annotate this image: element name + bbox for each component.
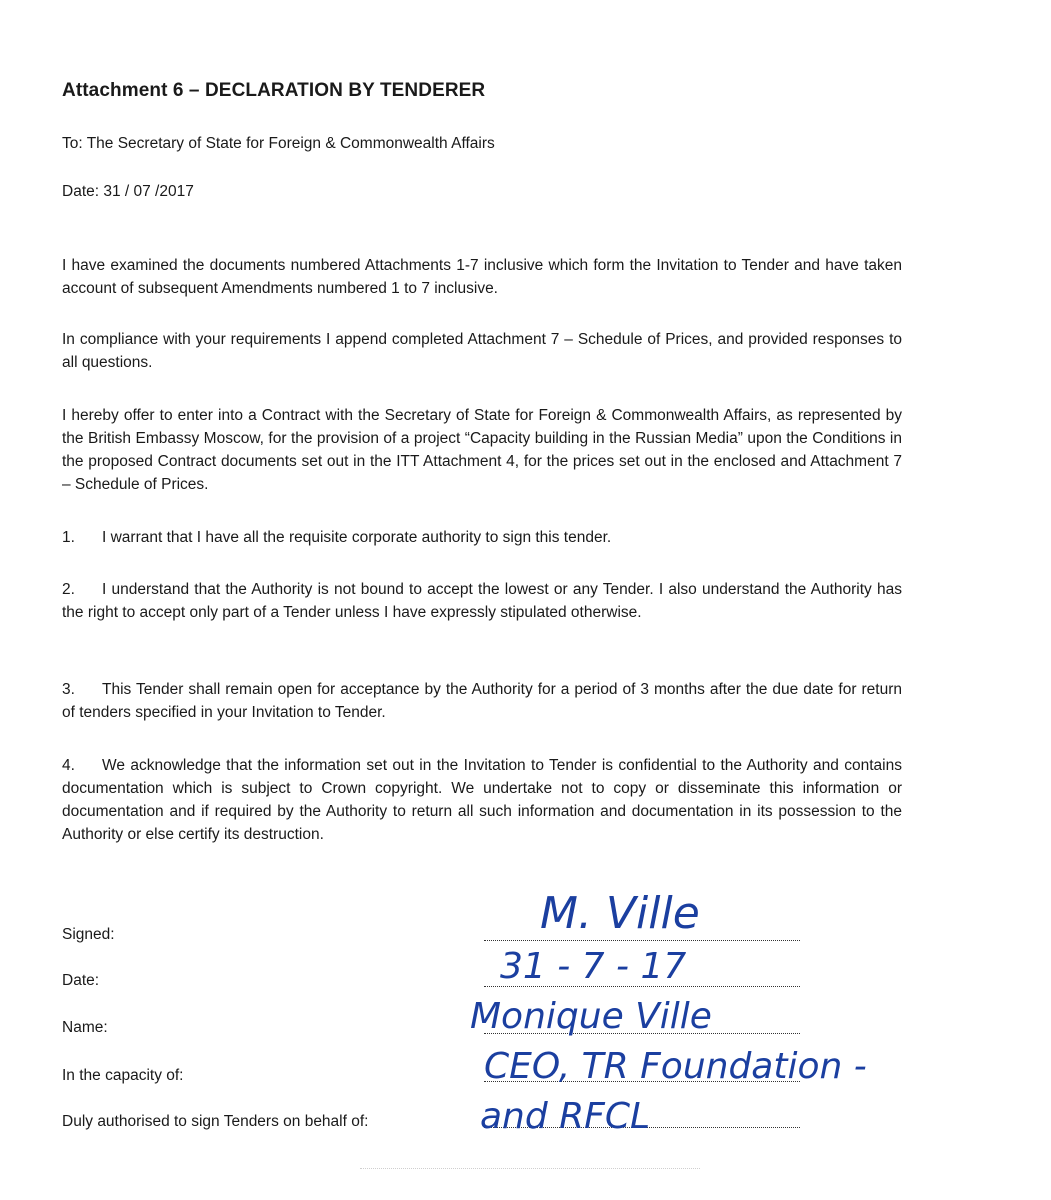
list-item bbox=[62, 678, 902, 724]
list-item bbox=[62, 754, 902, 846]
list-item-text: We acknowledge that the information set out in the Invitation to Tender is confidential to the Authority and contains documentation which is subject to Crown copyright. We undertake not to copy or disseminate this information or documentation and if required by the Authority to return all such information and documentation in its possession to the Authority or else certify its destruction. bbox=[62, 757, 902, 843]
handwritten-on-behalf-of: and RFCL bbox=[480, 1096, 651, 1137]
list-item-text: This Tender shall remain open for acceptance by the Authority for a period of 3 months after the due date for return of tenders specified in your Invitation to Tender. bbox=[62, 681, 902, 721]
list-item-text: I understand that the Authority is not bound to accept the lowest or any Tender. I also understand the Authority has the right to accept only part of a Tender unless I have expressly stipulated otherwise. bbox=[62, 581, 902, 621]
addressee-line: To: The Secretary of State for Foreign & Commonwealth Affairs bbox=[62, 135, 495, 152]
date-label: Date: bbox=[62, 972, 100, 989]
authorised-label: Duly authorised to sign Tenders on behalf of: bbox=[62, 1113, 369, 1130]
capacity-label: In the capacity of: bbox=[62, 1067, 184, 1084]
name-label: Name: bbox=[62, 1019, 108, 1036]
list-item-number: 3. bbox=[62, 681, 75, 698]
date-line: Date: 31 / 07 /2017 bbox=[62, 183, 194, 200]
handwritten-capacity: CEO, TR Foundation - bbox=[484, 1046, 867, 1087]
handwritten-signature: M. Ville bbox=[540, 888, 700, 939]
document-title: Attachment 6 – DECLARATION BY TENDERER bbox=[62, 80, 486, 101]
list-item bbox=[62, 578, 902, 624]
list-item-number: 2. bbox=[62, 581, 75, 598]
paragraph-examined: I have examined the documents numbered Attachments 1-7 inclusive which form the Invitation to Tender and have taken account of subsequent Amendments numbered 1 to 7 inclusive. bbox=[62, 257, 902, 297]
list-item bbox=[62, 526, 902, 549]
list-item-text: I warrant that I have all the requisite corporate authority to sign this tender. bbox=[102, 529, 612, 546]
paragraph-offer: I hereby offer to enter into a Contract with the Secretary of State for Foreign & Commonwealth Affairs, as represented by the British Embassy Moscow, for the provision of a project “Capacity building in the Russian Media” upon the Conditions in the proposed Contract documents set out in the ITT Attachment 4, for the prices set out in the enclosed and Attachment 7 – Schedule of Prices. bbox=[62, 407, 902, 493]
signed-label: Signed: bbox=[62, 926, 115, 943]
handwritten-name: Monique Ville bbox=[470, 996, 712, 1037]
handwritten-date: 31 - 7 - 17 bbox=[500, 946, 687, 987]
list-item-number: 1. bbox=[62, 529, 75, 546]
scan-artifact-line bbox=[360, 1168, 700, 1169]
signed-dotted-line bbox=[484, 940, 800, 941]
list-item-number: 4. bbox=[62, 757, 75, 774]
paragraph-compliance: In compliance with your requirements I append completed Attachment 7 – Schedule of Prices, and provided responses to all questions. bbox=[62, 331, 902, 371]
